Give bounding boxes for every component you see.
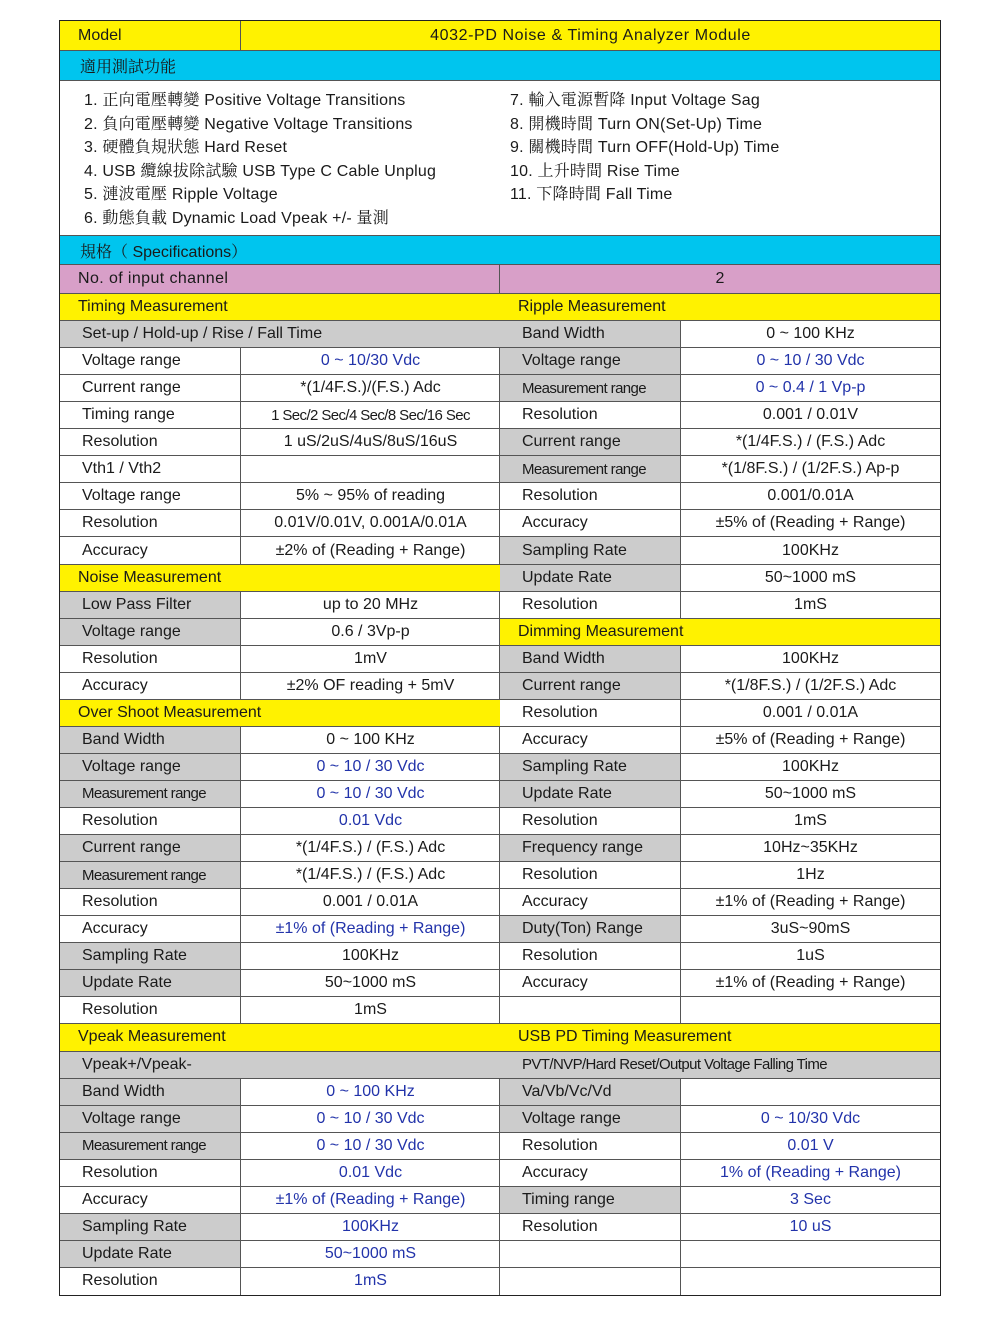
spec-label: Resolution — [500, 943, 681, 969]
spec-row — [60, 1052, 500, 1079]
spec-value: *(1/4F.S.) / (F.S.) Adc — [295, 839, 446, 857]
spec-label: Resolution — [60, 510, 241, 536]
spec-sheet — [59, 20, 941, 1296]
spec-value: ±5% of (Reading + Range) — [715, 730, 906, 748]
spec-value — [681, 1268, 940, 1295]
spec-label: Duty(Ton) Range — [500, 916, 681, 942]
spec-label: Accuracy — [60, 673, 241, 699]
spec-row — [60, 1214, 500, 1241]
spec-label: Resolution — [500, 862, 681, 888]
spec-value: *(1/4F.S.)/(F.S.) Adc — [300, 379, 441, 397]
spec-label: Measurement range — [60, 781, 241, 807]
spec-value: 50~1000 mS — [324, 974, 417, 992]
spec-value: 0 ~ 10 / 30 Vdc — [316, 1109, 425, 1127]
spec-row — [500, 592, 940, 619]
spec-value: 0 ~ 10/30 Vdc — [760, 1109, 861, 1127]
spec-label: Current range — [60, 375, 241, 401]
spec-value: 0 ~ 10/30 Vdc — [320, 352, 421, 370]
spec-value — [241, 456, 500, 482]
section-header-row — [60, 1024, 500, 1051]
spec-value: *(1/4F.S.) / (F.S.) Adc — [295, 866, 446, 884]
spec-row — [60, 537, 500, 564]
spec-value: 10Hz~35KHz — [763, 839, 858, 857]
spec-label: Current range — [500, 429, 681, 455]
spec-row — [500, 700, 940, 727]
subsection-title: Vpeak+/Vpeak- — [60, 1052, 500, 1078]
feature-item: 7. 輸入電源暫降 Input Voltage Sag — [510, 92, 760, 109]
spec-label: Voltage range — [60, 754, 241, 780]
spec-label: Frequency range — [500, 835, 681, 861]
spec-value: 0.001 / 0.01A — [762, 703, 859, 721]
spec-row — [60, 402, 500, 429]
spec-row — [500, 727, 940, 754]
feature-item: 8. 開機時間 Turn ON(Set-Up) Time — [510, 115, 763, 133]
spec-label: Resolution — [500, 808, 681, 834]
spec-row — [60, 889, 500, 916]
spec-label: Resolution — [500, 1133, 681, 1159]
spec-label: Resolution — [500, 1214, 681, 1240]
spec-row — [60, 619, 500, 646]
spec-row — [500, 537, 940, 564]
spec-label: Band Width — [500, 646, 681, 672]
spec-row — [60, 1133, 500, 1160]
spec-label: Current range — [500, 673, 681, 699]
spec-value: ±1% of (Reading + Range) — [715, 893, 906, 911]
spec-value: 0.6 / 3Vp-p — [331, 622, 410, 640]
spec-row — [60, 835, 500, 862]
spec-label: Accuracy — [500, 510, 681, 536]
spec-row — [60, 646, 500, 673]
section-header-row — [500, 294, 940, 321]
spec-label: Sampling Rate — [500, 754, 681, 780]
spec-label: Voltage range — [500, 1106, 681, 1132]
spec-value: 1mS — [354, 1001, 387, 1019]
spec-value: 0 ~ 10 / 30 Vdc — [756, 352, 865, 370]
model-value: 4032-PD Noise & Timing Analyzer Module — [241, 21, 940, 50]
spec-value: 100KHz — [782, 541, 839, 559]
spec-label: Accuracy — [500, 727, 681, 753]
spec-row — [60, 673, 500, 700]
spec-row — [60, 510, 500, 537]
subsection-title: PVT/NVP/Hard Reset/Output Voltage Falling Time — [500, 1052, 940, 1078]
spec-value: 0.01 Vdc — [338, 1163, 403, 1181]
spec-row — [60, 1187, 500, 1214]
section-header-row — [500, 619, 940, 646]
spec-row — [500, 943, 940, 970]
feature-item: 3. 硬體負規狀態 Hard Reset — [84, 139, 288, 156]
spec-row — [500, 565, 940, 592]
spec-label: Resolution — [60, 889, 241, 915]
spec-label: Resolution — [500, 592, 681, 618]
spec-value: 0 ~ 10 / 30 Vdc — [316, 757, 425, 775]
section-title: Dimming Measurement — [500, 619, 940, 645]
spec-value: 1Hz — [796, 866, 825, 884]
spec-value: *(1/8F.S.) / (1/2F.S.) Ap-p — [721, 460, 900, 478]
spec-label — [500, 997, 681, 1023]
spec-label: Update Rate — [500, 565, 681, 591]
spec-row — [500, 1052, 940, 1079]
spec-row — [500, 429, 940, 456]
spec-row — [500, 402, 940, 429]
section-title: USB PD Timing Measurement — [500, 1024, 940, 1050]
spec-label: Measurement range — [60, 862, 241, 888]
specifications-title: 規格（ Specifications） — [60, 236, 940, 264]
spec-row — [60, 943, 500, 970]
spec-row — [60, 808, 500, 835]
spec-row — [60, 1079, 500, 1106]
spec-table — [60, 294, 940, 1295]
feature-item: 9. 關機時間 Turn OFF(Hold-Up) Time — [510, 139, 780, 156]
spec-value: 100KHz — [782, 757, 839, 775]
spec-label: Band Width — [500, 321, 681, 347]
feature-item: 2. 負向電壓轉變 Negative Voltage Transitions — [84, 115, 413, 133]
spec-value: 0.001 / 0.01A — [322, 893, 419, 911]
input-channel-value: 2 — [500, 265, 940, 293]
spec-row — [500, 1187, 940, 1214]
section-title: Vpeak Measurement — [60, 1024, 500, 1050]
spec-row — [500, 321, 940, 348]
spec-label: Band Width — [60, 727, 241, 753]
spec-label: Low Pass Filter — [60, 592, 241, 618]
spec-row — [60, 348, 500, 375]
applicable-tests-header — [60, 51, 940, 81]
section-header-row — [60, 294, 500, 321]
spec-label: Voltage range — [500, 348, 681, 374]
spec-row — [60, 1241, 500, 1268]
spec-value: up to 20 MHz — [322, 595, 419, 613]
spec-row — [500, 348, 940, 375]
applicable-tests-title: 適用測試功能 — [60, 51, 940, 80]
feature-list-box — [60, 81, 940, 236]
spec-label: Voltage range — [60, 348, 241, 374]
spec-label: Measurement range — [500, 375, 681, 401]
spec-row — [500, 1214, 940, 1241]
spec-row — [500, 673, 940, 700]
spec-value: ±1% of (Reading + Range) — [275, 1190, 466, 1208]
spec-row — [60, 781, 500, 808]
feature-list-right — [510, 89, 779, 207]
spec-row — [500, 997, 940, 1024]
feature-item: 10. 上升時間 Rise Time — [510, 162, 680, 180]
spec-label: Update Rate — [60, 1241, 241, 1267]
spec-label: Voltage range — [60, 483, 241, 509]
spec-label: Measurement range — [60, 1133, 241, 1159]
model-row — [60, 21, 940, 51]
spec-value: 50~1000 mS — [324, 1244, 417, 1262]
spec-label: Accuracy — [500, 889, 681, 915]
spec-row — [60, 483, 500, 510]
spec-value: 0.001 / 0.01V — [762, 406, 859, 424]
spec-label: Measurement range — [500, 456, 681, 482]
spec-label: Accuracy — [60, 916, 241, 942]
spec-label: Timing range — [60, 402, 241, 428]
spec-row — [60, 592, 500, 619]
spec-row — [500, 1268, 940, 1295]
spec-value: 100KHz — [782, 649, 839, 667]
spec-label — [500, 1241, 681, 1267]
section-title: Ripple Measurement — [500, 294, 940, 320]
spec-row — [60, 862, 500, 889]
spec-value: 0 ~ 100 KHz — [766, 325, 855, 343]
spec-value: 10 uS — [789, 1217, 832, 1235]
spec-row — [60, 727, 500, 754]
spec-row — [500, 456, 940, 483]
spec-row — [500, 1079, 940, 1106]
spec-label: Resolution — [60, 646, 241, 672]
spec-value: ±2% OF reading + 5mV — [286, 676, 455, 694]
spec-label: Accuracy — [60, 537, 241, 563]
section-header-row — [500, 1024, 940, 1051]
spec-row — [500, 781, 940, 808]
spec-row — [500, 835, 940, 862]
spec-row — [500, 862, 940, 889]
specifications-header — [60, 236, 940, 265]
spec-row — [60, 1106, 500, 1133]
spec-label: Accuracy — [60, 1187, 241, 1213]
spec-label: Accuracy — [500, 970, 681, 996]
spec-row — [60, 997, 500, 1024]
feature-item: 4. USB 纜線拔除試驗 USB Type C Cable Unplug — [84, 162, 437, 180]
spec-value: 0.001/0.01A — [767, 487, 854, 505]
spec-label: Timing range — [500, 1187, 681, 1213]
spec-label: Resolution — [500, 483, 681, 509]
spec-row — [500, 375, 940, 402]
spec-value: 0 ~ 10 / 30 Vdc — [316, 1136, 425, 1154]
spec-label: Vth1 / Vth2 — [60, 456, 241, 482]
spec-value: 100KHz — [342, 1217, 399, 1235]
section-title: Timing Measurement — [60, 294, 500, 320]
spec-label: Voltage range — [60, 1106, 241, 1132]
spec-value — [681, 1079, 940, 1105]
input-channel-label: No. of input channel — [60, 265, 500, 293]
spec-row — [500, 1160, 940, 1187]
spec-value: 1 Sec/2 Sec/4 Sec/8 Sec/16 Sec — [271, 406, 470, 424]
spec-label: Current range — [60, 835, 241, 861]
spec-label: Resolution — [500, 700, 681, 726]
spec-row — [500, 646, 940, 673]
input-channel-row — [60, 265, 940, 294]
spec-label: Resolution — [60, 429, 241, 455]
spec-value: 1mS — [794, 595, 827, 613]
spec-value: 5% ~ 95% of reading — [296, 487, 445, 505]
spec-row — [60, 456, 500, 483]
spec-value: *(1/4F.S.) / (F.S.) Adc — [735, 433, 886, 451]
spec-row — [60, 1268, 500, 1295]
spec-label: Resolution — [500, 402, 681, 428]
spec-value: 0 ~ 100 KHz — [326, 730, 415, 748]
section-title: Over Shoot Measurement — [60, 700, 500, 726]
spec-label — [500, 1268, 681, 1295]
spec-row — [500, 916, 940, 943]
spec-value: 0.01 Vdc — [338, 812, 403, 830]
feature-list-left — [84, 89, 436, 230]
spec-row — [500, 889, 940, 916]
spec-label: Resolution — [60, 1268, 241, 1295]
spec-row — [500, 1106, 940, 1133]
spec-value: 3 Sec — [790, 1190, 831, 1208]
spec-row — [500, 510, 940, 537]
spec-row — [500, 808, 940, 835]
spec-row — [60, 970, 500, 997]
spec-value: 1uS — [796, 947, 825, 965]
spec-value: 100KHz — [342, 947, 399, 965]
spec-value — [681, 997, 940, 1023]
section-header-row — [60, 700, 500, 727]
feature-item: 11. 下降時間 Fall Time — [510, 186, 673, 203]
spec-value: 50~1000 mS — [764, 784, 857, 802]
spec-label: Voltage range — [60, 619, 241, 645]
spec-row — [60, 429, 500, 456]
spec-row — [60, 375, 500, 402]
spec-row — [60, 1160, 500, 1187]
spec-row — [500, 1133, 940, 1160]
spec-value: 50~1000 mS — [764, 568, 857, 586]
spec-row — [500, 483, 940, 510]
spec-value: ±1% of (Reading + Range) — [275, 920, 466, 938]
spec-value: 0.01 V — [787, 1136, 834, 1154]
spec-value: ±2% of (Reading + Range) — [275, 541, 466, 559]
spec-value: 1mS — [794, 812, 827, 830]
spec-row — [500, 970, 940, 997]
spec-row — [60, 916, 500, 943]
spec-label: Update Rate — [500, 781, 681, 807]
spec-label: Sampling Rate — [60, 943, 241, 969]
feature-item: 5. 漣波電壓 Ripple Voltage — [84, 186, 278, 203]
spec-row — [500, 1241, 940, 1268]
spec-label: Resolution — [60, 997, 241, 1023]
model-label: Model — [60, 21, 241, 50]
spec-value: 1% of (Reading + Range) — [720, 1163, 901, 1181]
spec-value: 0 ~ 0.4 / 1 Vp-p — [755, 379, 866, 397]
spec-label: Sampling Rate — [500, 537, 681, 563]
spec-value: 3uS~90mS — [770, 920, 851, 938]
section-header-row — [60, 565, 500, 592]
spec-label: Resolution — [60, 808, 241, 834]
spec-label: Resolution — [60, 1160, 241, 1186]
spec-value: 1mS — [354, 1272, 387, 1290]
spec-value: ±1% of (Reading + Range) — [715, 974, 906, 992]
feature-item: 1. 正向電壓轉變 Positive Voltage Transitions — [84, 92, 406, 109]
subsection-title: Set-up / Hold-up / Rise / Fall Time — [60, 321, 500, 347]
spec-row — [60, 321, 500, 348]
spec-value: 1mV — [354, 649, 387, 667]
feature-item: 6. 動態負載 Dynamic Load Vpeak +/- 量測 — [84, 209, 389, 227]
spec-label: Update Rate — [60, 970, 241, 996]
spec-value: *(1/8F.S.) / (1/2F.S.) Adc — [724, 676, 897, 694]
spec-label: Accuracy — [500, 1160, 681, 1186]
spec-row — [500, 754, 940, 781]
section-title: Noise Measurement — [60, 565, 500, 591]
spec-value: 1 uS/2uS/4uS/8uS/16uS — [283, 433, 458, 451]
spec-label: Sampling Rate — [60, 1214, 241, 1240]
spec-row — [60, 754, 500, 781]
spec-value — [681, 1241, 940, 1267]
spec-value: 0 ~ 10 / 30 Vdc — [316, 784, 425, 802]
spec-label: Va/Vb/Vc/Vd — [500, 1079, 681, 1105]
spec-label: Band Width — [60, 1079, 241, 1105]
spec-value: 0 ~ 100 KHz — [326, 1082, 415, 1100]
spec-value: 0.01V/0.01V, 0.001A/0.01A — [274, 514, 467, 532]
spec-value: ±5% of (Reading + Range) — [715, 514, 906, 532]
